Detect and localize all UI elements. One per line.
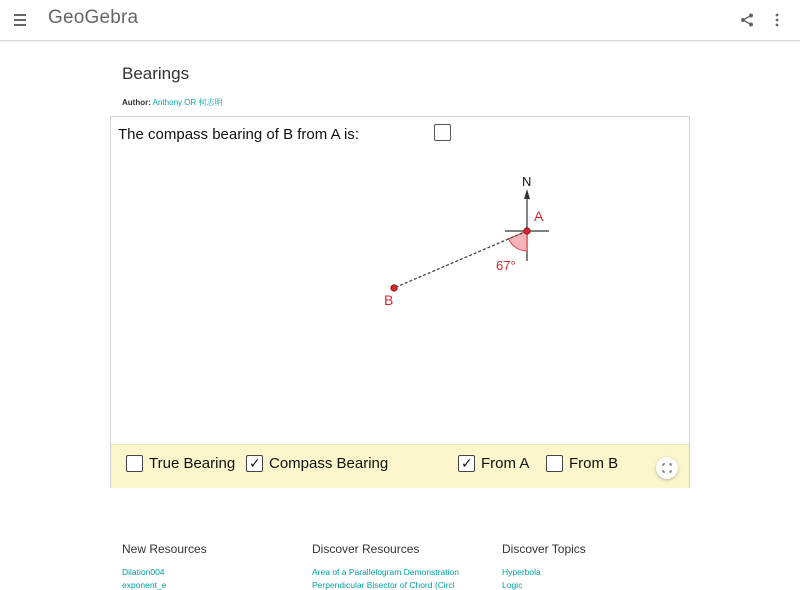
new-resources-column	[122, 542, 207, 590]
share-icon[interactable]	[739, 12, 755, 28]
from-a-label[interactable]: From A	[481, 455, 530, 472]
point-a-label: A	[534, 208, 544, 224]
topic-link[interactable]: Hyperbola	[502, 567, 541, 577]
page-title: Bearings	[122, 64, 190, 83]
angle-sector	[509, 231, 527, 251]
fullscreen-icon	[656, 457, 678, 479]
author-label: Author:	[122, 98, 151, 107]
resource-link[interactable]: Perpendicular Bisector of Chord (Circl	[312, 580, 455, 590]
show-answer-checkbox[interactable]	[434, 124, 451, 141]
checkmark-icon: ✓	[461, 455, 473, 471]
resource-link[interactable]: Area of a Parallelogram Demonstration	[312, 567, 459, 577]
north-label: N	[522, 174, 532, 189]
from-b-checkbox[interactable]	[546, 455, 563, 472]
bearing-question: The compass bearing of B from A is:	[118, 126, 359, 143]
resource-link[interactable]: Dilation004	[122, 567, 165, 577]
discover-resources-column	[312, 542, 459, 590]
fullscreen-button[interactable]	[656, 457, 678, 479]
north-arrowhead	[524, 189, 530, 199]
point-b[interactable]	[391, 285, 397, 291]
angle-label: 67°	[496, 258, 516, 273]
point-a[interactable]	[524, 228, 530, 234]
more-vertical-icon[interactable]	[771, 12, 783, 28]
geogebra-logo[interactable]: GeoGebra	[48, 7, 139, 28]
author-line	[122, 97, 222, 108]
discover-topics-heading: Discover Topics	[502, 542, 586, 556]
from-b-label[interactable]: From B	[569, 455, 619, 472]
graphics-view[interactable]	[111, 117, 689, 444]
from-a-checkbox[interactable]	[458, 455, 475, 472]
hamburger-icon[interactable]	[14, 13, 30, 27]
compass-bearing-label[interactable]: Compass Bearing	[269, 455, 389, 472]
true-bearing-label[interactable]: True Bearing	[149, 455, 236, 472]
resource-link[interactable]: exponent_e	[122, 580, 167, 590]
topic-link[interactable]: Logic	[502, 580, 523, 590]
author-link[interactable]: Anthony OR 柯志明	[152, 98, 223, 107]
top-bar	[0, 0, 800, 41]
discover-resources-heading: Discover Resources	[312, 542, 420, 556]
point-b-label: B	[384, 292, 394, 308]
compass-bearing-checkbox[interactable]	[246, 455, 263, 472]
discover-topics-column	[502, 542, 586, 590]
true-bearing-checkbox[interactable]	[126, 455, 143, 472]
new-resources-heading: New Resources	[122, 542, 207, 556]
checkmark-icon: ✓	[249, 455, 261, 471]
